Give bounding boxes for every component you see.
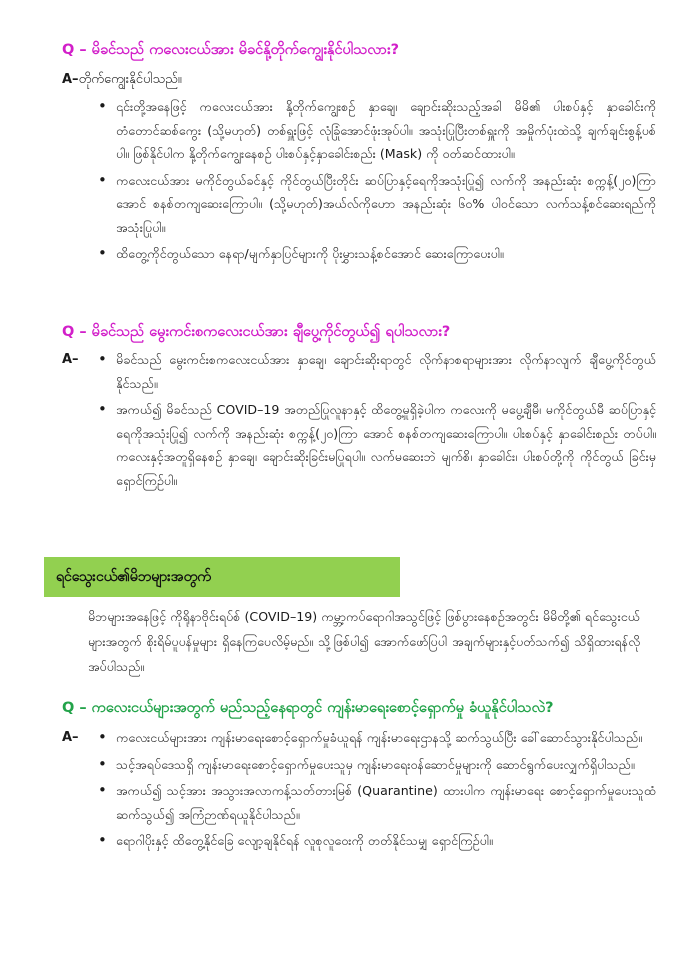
- list-item: • ရောဂါပိုးနှင့် ထိတွေ့နိုင်ခြေ လျော့ချနိုင်ရန် လူစုလူဝေးကို တတ်နိုင်သမျှ ရှောင်ကြဉ်ပါ။: [96, 829, 656, 853]
- list-item: • ကလေးငယ်များအား ကျန်းမာရေးစောင့်ရှောက်မှုခံယူရန် ကျန်းမာရေးဌာနသို့ ဆက်သွယ်ပြီး ခေါ်ဆောင်သွားနိုင်ပါသည်။: [96, 726, 656, 750]
- answer-prefix: A–: [62, 72, 79, 87]
- question-holding-newborn: Q – မိခင်သည် မွေးကင်းစကလေးငယ်အား ချီပွေ့ကိုင်တွယ်၍ ရပါသလား?: [62, 324, 451, 340]
- list-item: • အကယ်၍ သင့်အား အသွားအလာကန့်သတ်တားမြစ် (Quarantine) ထားပါက ကျန်းမာရေး စောင့်ရှောက်မှုပေးသူထံ ဆက်သွယ်၍ အကြံဉာဏ်ရယူနိုင်ပါသည်။: [96, 779, 656, 826]
- list-item: • အကယ်၍ မိခင်သည် COVID–19 အတည်ပြုလူနာနှင့် ထိတွေ့မှုရှိခဲ့ပါက ကလေးကို မပွေ့ချီမီ၊ မကိုင်တွယ်မီ ဆပ်ပြာနှင့် ရေကိုအသုံးပြု၍ လက်ကို အနည်းဆုံး စက္ကန့်(၂၀)ကြာ အောင် စနစ်တကျဆေးကြောပါ။ ပါးစပ်နှင့် နှာခေါင်းစည်း တပ်ပါ။ ကလေးနှင့်အတူရှိနေစဉ် နှာချေ၊ ချောင်းဆိုးခြင်းမပြုရပါ။ လက်မဆေးဘဲ မျက်စိ၊ နှာခေါင်း၊ ပါးစပ်တို့ကို ကိုင်တွယ် ခြင်းမှ ရှောင်ကြဉ်ပါ။: [96, 398, 656, 492]
- answer-label: A–: [62, 730, 79, 745]
- question-breastfeeding: Q – မိခင်သည် ကလေးငယ်အား မိခင်နို့တိုက်ကျွေးနိုင်ပါသလား?: [62, 42, 399, 58]
- section-paragraph: မိဘများအနေဖြင့် ကိုရိုနာဗိုင်းရပ်စ် (COVID–19) ကမ္ဘာ့ကပ်ရောဂါအသွင်ဖြင့် ဖြစ်ပွားနေစဉ်အတွင်း မိမိတို့၏ ရင်သွေးငယ်များအတွက် စိုးရိမ်ပူပန်မှုများ ရှိနေကြပေလိမ့်မည်။ သို့ဖြစ်ပါ၍ အောက်ဖော်ပြပါ အချက်များနှင့်ပတ်သက်၍ သိရှိထားရန်လိုအပ်ပါသည်။: [88, 609, 640, 674]
- q2-bullet-list: [96, 348, 656, 495]
- list-item: • သင့်အရပ်ဒေသရှိ ကျန်းမာရေးစောင့်ရှောက်မှုပေးသူမှ ကျန်းမာရေးဝန်ဆောင်မှုများကို ဆောင်ရွက်ပေးလျှက်ရှိပါသည်။: [96, 753, 656, 777]
- list-item: • ကလေးငယ်အား မကိုင်တွယ်ခင်နှင့် ကိုင်တွယ်ပြီးတိုင်း ဆပ်ပြာနှင့်ရေကိုအသုံးပြု၍ လက်ကို အနည်းဆုံး စက္ကန့်(၂၀)ကြာအောင် စနစ်တကျဆေးကြောပါ။ (သို့မဟုတ်)အယ်လ်ကိုဟော အနည်းဆုံး ၆၀% ပါဝင်သော လက်သန့်စင်ဆေးရည်ကို အသုံးပြုပါ။: [96, 169, 656, 240]
- answer-label: [62, 70, 182, 90]
- question-healthcare: Q – ကလေးငယ်များအတွက် မည်သည့်နေရာတွင် ကျန်းမာရေးစောင့်ရှောက်မှု ခံယူနိုင်ပါသလဲ?: [62, 700, 554, 716]
- list-item: • ထိတွေ့ကိုင်တွယ်သော နေရာ/မျက်နှာပြင်များကို ပိုးမွှားသန့်စင်အောင် ဆေးကြောပေးပါ။: [96, 242, 656, 266]
- answer-text: တိုက်ကျွေးနိုင်ပါသည်။: [78, 72, 182, 87]
- q3-bullet-list: [96, 726, 656, 856]
- list-item: • ၎င်းတို့အနေဖြင့် ကလေးငယ်အား နို့တိုက်ကျွေးစဉ် နှာချေ၊ ချောင်းဆိုးသည့်အခါ မိမိ၏ ပါးစပ်နှင့် နှာခေါင်းကို တံတောင်ဆစ်ကွေး (သို့မဟုတ်) တစ်ရှူးဖြင့် လုံခြုံအောင်ဖုံးအုပ်ပါ။ အသုံးပြုပြီးတစ်ရှူးကို အမှိုက်ပုံးထဲသို့ ချက်ချင်းစွန့်ပစ်ပါ။ ဖြစ်နိုင်ပါက နို့တိုက်ကျွေးနေစဉ် ပါးစပ်နှင့်နှာခေါင်းစည်း (Mask) ကို ဝတ်ဆင်ထားပါ။: [96, 95, 656, 166]
- list-item: • မိခင်သည် မွေးကင်းစကလေးငယ်အား နှာချေ၊ ချောင်းဆိုးရာတွင် လိုက်နာစရာများအား လိုက်နာလျက် ချီပွေ့ကိုင်တွယ်နိုင်သည်။: [96, 348, 656, 395]
- answer-label: A–: [62, 352, 79, 367]
- q1-bullet-list: [96, 95, 656, 269]
- section-title: ရင်သွေးငယ်၏မိဘများအတွက်: [56, 568, 211, 585]
- section-banner: [44, 557, 400, 597]
